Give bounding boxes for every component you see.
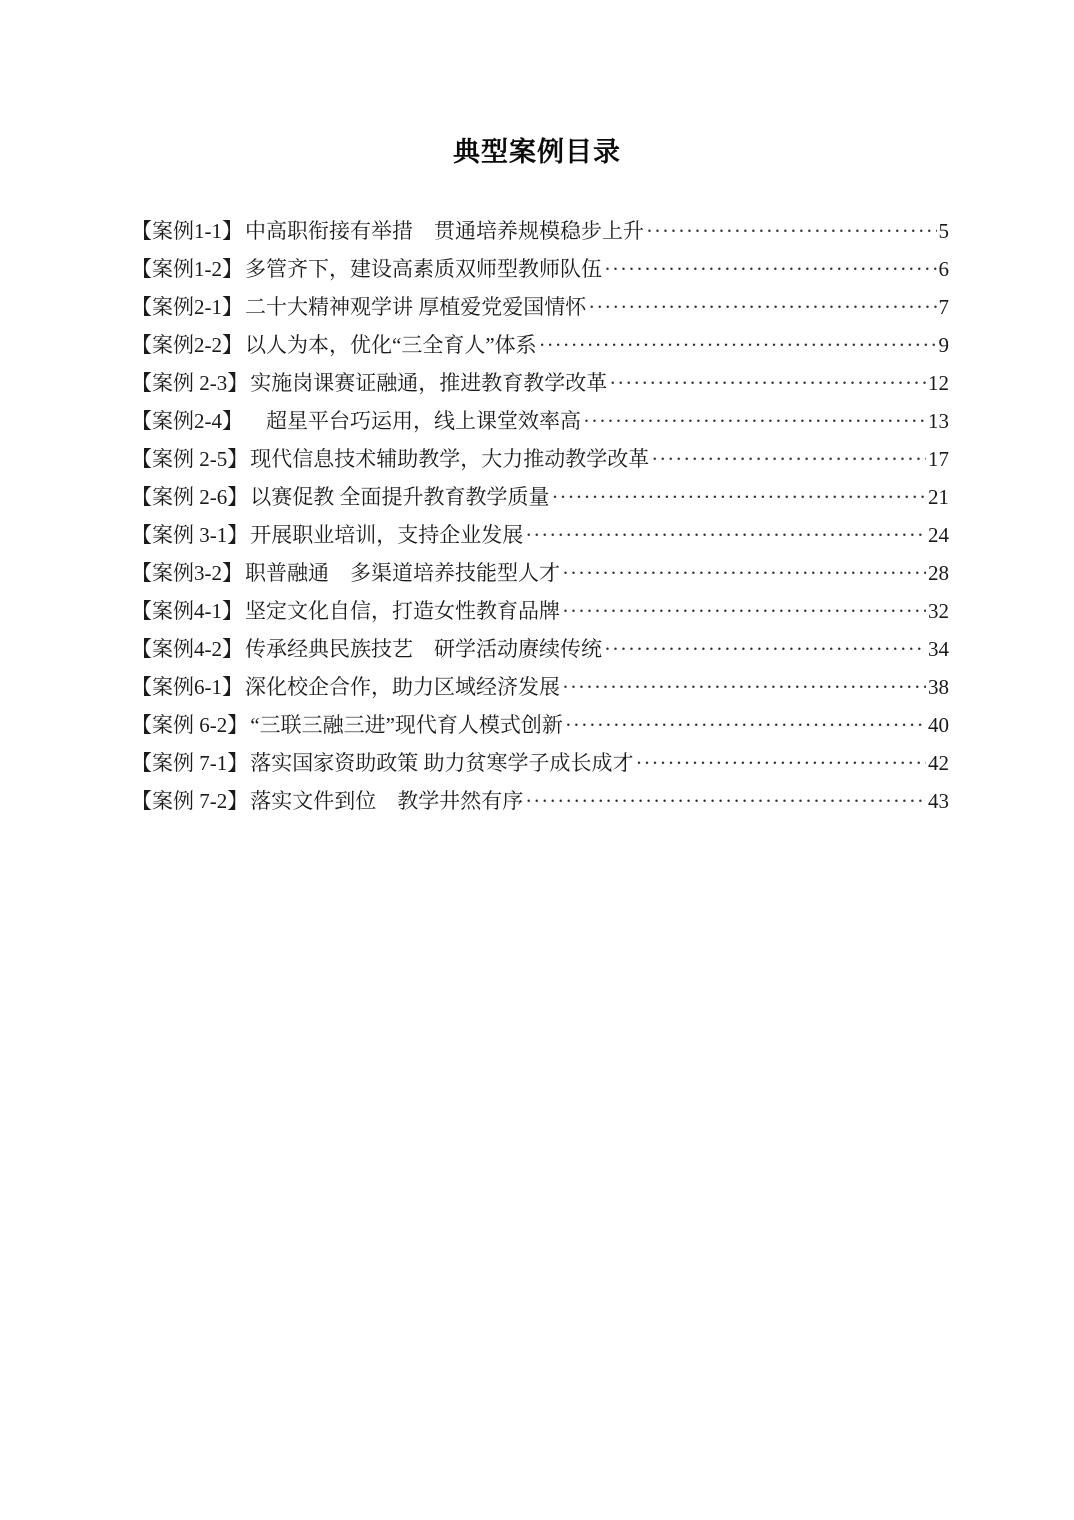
toc-leader-dots <box>525 782 926 820</box>
toc-entry-title: 实施岗课赛证融通，推进教育教学改革 <box>250 371 608 395</box>
toc-entry[interactable] <box>131 744 949 782</box>
toc-entry-page: 32 <box>928 599 949 623</box>
toc-entry-label: 【案例3-2】 <box>131 561 243 585</box>
toc-entry-label: 【案例1-1】 <box>131 219 243 243</box>
toc-entry-page: 40 <box>928 713 949 737</box>
toc-entry[interactable] <box>131 630 949 668</box>
toc-leader-dots <box>604 250 937 288</box>
toc-entry-label: 【案例2-1】 <box>131 295 243 319</box>
toc-leader-dots <box>604 630 926 668</box>
toc-entry[interactable] <box>131 326 949 364</box>
toc-entry-title: 以赛促教 全面提升教育教学质量 <box>250 485 550 509</box>
toc-entry-title: 落实国家资助政策 助力贫寒学子成长成才 <box>250 751 634 775</box>
toc-entry-label: 【案例6-1】 <box>131 675 243 699</box>
toc-entry-title: “三联三融三进”现代育人模式创新 <box>250 713 563 737</box>
toc-leader-dots <box>562 668 926 706</box>
toc-entry-label: 【案例 7-1】 <box>131 751 249 775</box>
toc-entry-page: 12 <box>928 371 949 395</box>
toc-entry[interactable] <box>131 706 949 744</box>
toc-entry-title: 中高职衔接有举措 贯通培养规模稳步上升 <box>245 219 644 243</box>
toc-entry[interactable] <box>131 554 949 592</box>
toc-entry-label: 【案例1-2】 <box>131 257 243 281</box>
toc-entry-label: 【案例 2-3】 <box>131 371 249 395</box>
toc-entry[interactable] <box>131 288 949 326</box>
toc-entry[interactable] <box>131 250 949 288</box>
toc-entry-title: 以人为本，优化“三全育人”体系 <box>245 333 537 357</box>
toc-entry-label: 【案例4-1】 <box>131 599 243 623</box>
toc-leader-dots <box>552 478 927 516</box>
toc-entry-page: 5 <box>938 219 949 243</box>
toc-entry[interactable] <box>131 592 949 630</box>
toc-entry-title: 职普融通 多渠道培养技能型人才 <box>245 561 560 585</box>
toc-entry-label: 【案例 3-1】 <box>131 523 249 547</box>
toc-entry-label: 【案例 6-2】 <box>131 713 249 737</box>
toc-entry[interactable] <box>131 478 949 516</box>
toc-entry[interactable] <box>131 668 949 706</box>
toc-leader-dots <box>609 364 926 402</box>
toc-entry[interactable] <box>131 364 949 402</box>
table-of-contents <box>131 212 949 820</box>
toc-entry-label: 【案例2-4】 <box>131 409 243 433</box>
toc-entry-title: 二十大精神观学讲 厚植爱党爱国情怀 <box>245 295 587 319</box>
toc-entry-page: 24 <box>928 523 949 547</box>
toc-leader-dots <box>539 326 937 364</box>
toc-entry-page: 43 <box>928 789 949 813</box>
toc-leader-dots <box>562 554 926 592</box>
page-title: 典型案例目录 <box>453 137 621 169</box>
toc-leader-dots <box>651 440 926 478</box>
toc-entry-title: 传承经典民族技艺 研学活动赓续传统 <box>245 637 602 661</box>
toc-leader-dots <box>646 212 937 250</box>
toc-entry-page: 13 <box>928 409 949 433</box>
toc-entry-title: 开展职业培训，支持企业发展 <box>250 523 524 547</box>
toc-entry-page: 38 <box>928 675 949 699</box>
toc-leader-dots <box>636 744 927 782</box>
toc-entry[interactable] <box>131 440 949 478</box>
toc-entry-page: 6 <box>938 257 949 281</box>
toc-entry-page: 7 <box>938 295 949 319</box>
toc-entry-page: 9 <box>938 333 949 357</box>
toc-entry-page: 17 <box>928 447 949 471</box>
toc-leader-dots <box>583 402 926 440</box>
toc-entry[interactable] <box>131 402 949 440</box>
toc-entry-title: 超星平台巧运用，线上课堂效率高 <box>245 409 581 433</box>
toc-leader-dots <box>588 288 936 326</box>
toc-entry-title: 现代信息技术辅助教学，大力推动教学改革 <box>250 447 650 471</box>
toc-leader-dots <box>525 516 926 554</box>
toc-leader-dots <box>562 592 926 630</box>
toc-entry-page: 21 <box>928 485 949 509</box>
toc-entry-page: 28 <box>928 561 949 585</box>
toc-entry-title: 落实文件到位 教学井然有序 <box>250 789 524 813</box>
toc-entry-page: 34 <box>928 637 949 661</box>
toc-entry[interactable] <box>131 782 949 820</box>
toc-entry-label: 【案例 2-5】 <box>131 447 249 471</box>
toc-entry-label: 【案例 7-2】 <box>131 789 249 813</box>
toc-entry-title: 多管齐下，建设高素质双师型教师队伍 <box>245 257 602 281</box>
toc-entry-label: 【案例 2-6】 <box>131 485 249 509</box>
toc-entry-title: 坚定文化自信，打造女性教育品牌 <box>245 599 560 623</box>
toc-entry-page: 42 <box>928 751 949 775</box>
toc-entry-label: 【案例2-2】 <box>131 333 243 357</box>
toc-entry-label: 【案例4-2】 <box>131 637 243 661</box>
toc-entry[interactable] <box>131 212 949 250</box>
toc-entry-title: 深化校企合作，助力区域经济发展 <box>245 675 560 699</box>
toc-entry[interactable] <box>131 516 949 554</box>
toc-leader-dots <box>565 706 926 744</box>
